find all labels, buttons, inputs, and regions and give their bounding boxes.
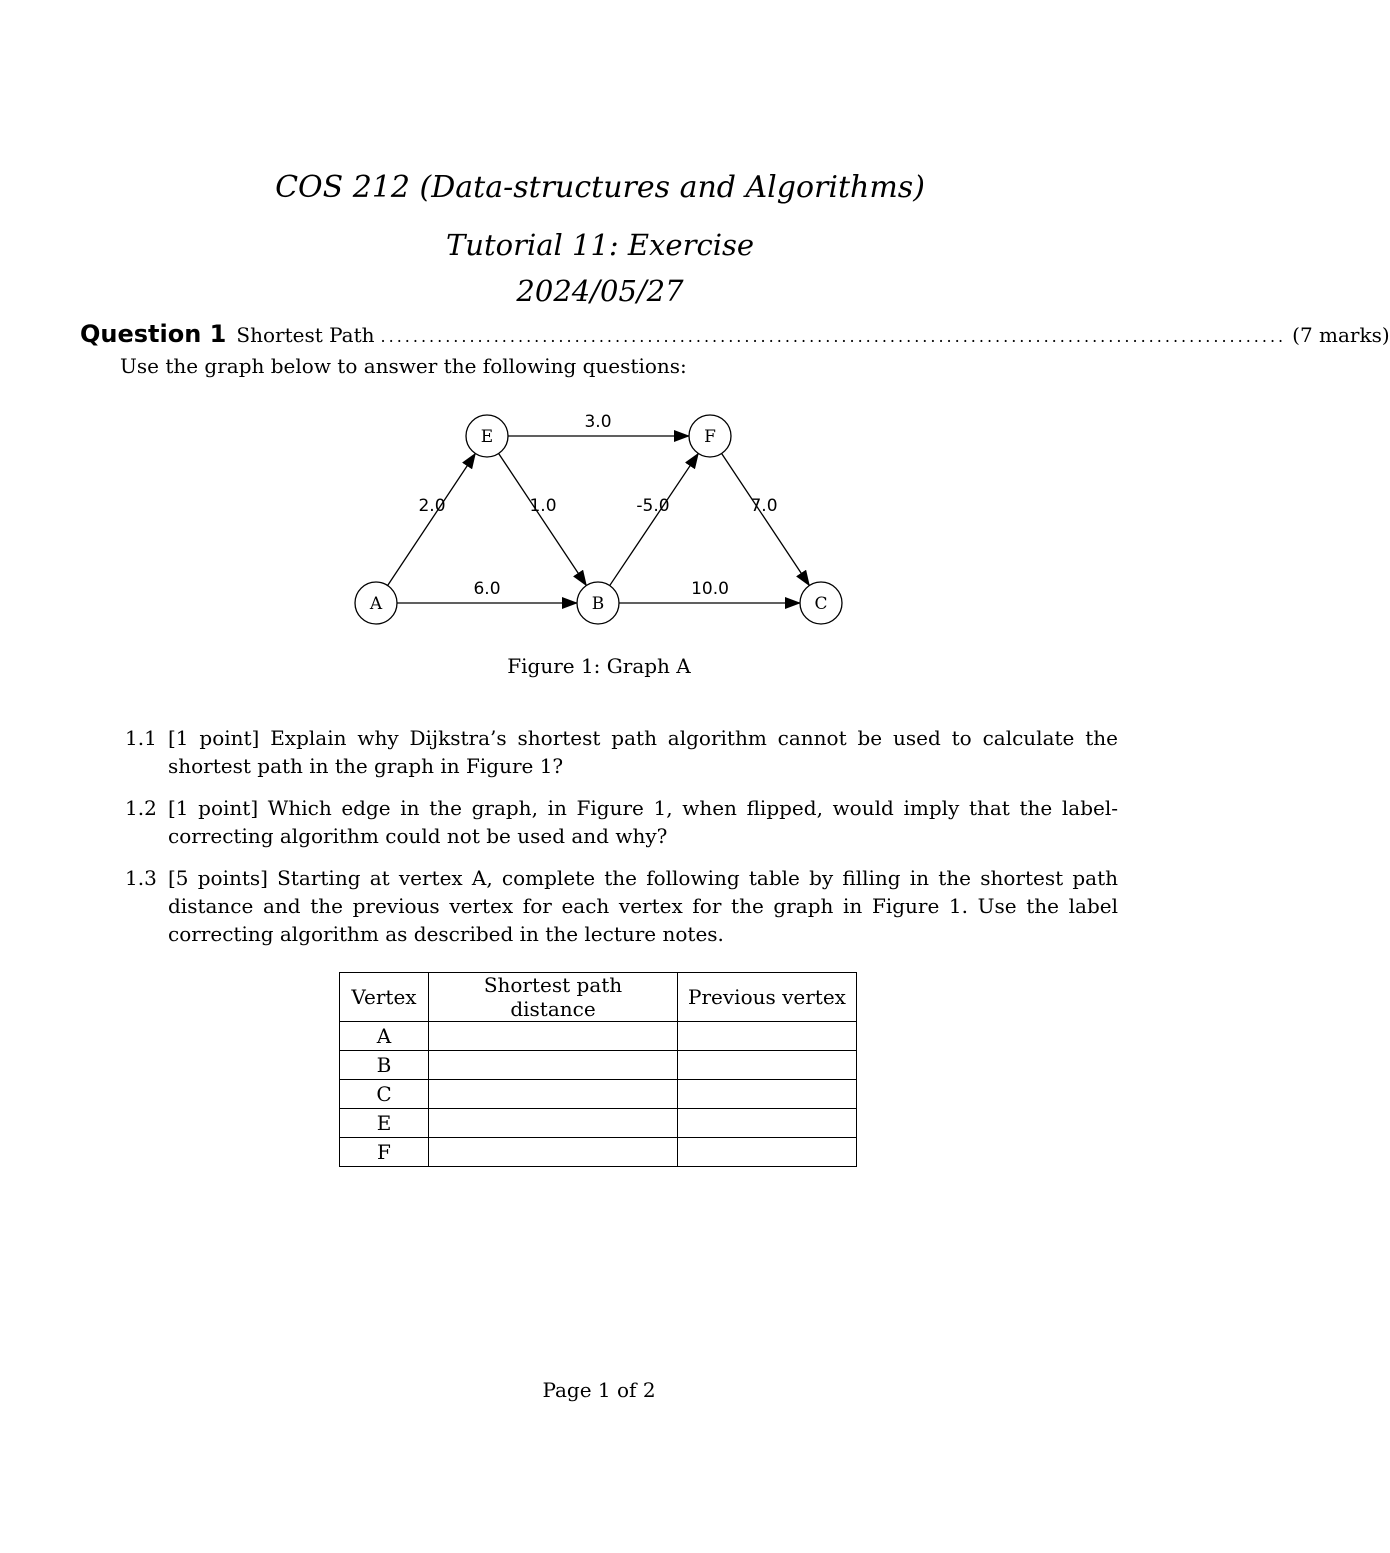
course-title: COS 212 (Data-structures and Algorithms): [275, 170, 925, 205]
previous-vertex-cell[interactable]: [678, 1051, 857, 1080]
column-header-distance: Shortest path distance: [429, 973, 678, 1022]
node-E: [466, 415, 508, 457]
table-row: [340, 1080, 857, 1109]
subquestion-number: 1.1: [125, 726, 157, 750]
subquestion-text: [1 point] Which edge in the graph, in Figure 1, when flipped, would imply that the label-correcting algorithm could not be used and why?: [168, 796, 1118, 848]
column-header-vertex: Vertex: [340, 973, 429, 1022]
tutorial-title: Tutorial 11: Exercise: [445, 228, 755, 262]
node-C: [800, 582, 842, 624]
subquestion-text: [5 points] Starting at vertex A, complete the following table by filling in the shortest path distance and the previous vertex for each vertex for the graph in Figure 1. Use the label correcting algorithm as described in the lecture notes.: [168, 866, 1118, 946]
distance-cell[interactable]: [429, 1051, 678, 1080]
node-label: F: [704, 427, 716, 447]
edge-weight-label: 1.0: [529, 496, 557, 516]
graph-figure: [340, 405, 860, 645]
subquestion-number: 1.2: [125, 796, 157, 820]
vertex-cell: A: [340, 1022, 429, 1051]
table-row: [340, 1109, 857, 1138]
column-header-previous: Previous vertex: [678, 973, 857, 1022]
subquestion-1-3: [120, 864, 1118, 948]
edge-F-C: [722, 453, 810, 585]
edge-A-E: [388, 453, 476, 585]
subquestion-number: 1.3: [125, 866, 157, 890]
previous-vertex-cell[interactable]: [678, 1138, 857, 1167]
node-label: B: [591, 594, 605, 614]
tutorial-date: 2024/05/27: [516, 274, 684, 308]
dot-leader: ................................................................................................................: [380, 327, 1287, 346]
node-A: [355, 582, 397, 624]
question-number: Question 1: [80, 320, 227, 348]
vertex-cell: F: [340, 1138, 429, 1167]
question-intro: Use the graph below to answer the following questions:: [120, 354, 687, 378]
figure-caption: Figure 1: Graph A: [507, 654, 691, 678]
vertex-cell: B: [340, 1051, 429, 1080]
table-row: [340, 1138, 857, 1167]
node-B: [577, 582, 619, 624]
subquestion-text: [1 point] Explain why Dijkstra’s shortest path algorithm cannot be used to calculate the shortest path in the graph in Figure 1?: [168, 726, 1118, 778]
subquestion-1-1: [120, 724, 1118, 780]
node-F: [689, 415, 731, 457]
previous-vertex-cell[interactable]: [678, 1022, 857, 1051]
edge-weight-label: 7.0: [750, 496, 778, 516]
edge-E-B: [499, 453, 587, 585]
distance-cell[interactable]: [429, 1109, 678, 1138]
distance-cell[interactable]: [429, 1138, 678, 1167]
subquestion-1-2: [120, 794, 1118, 850]
table-row: [340, 1051, 857, 1080]
previous-vertex-cell[interactable]: [678, 1080, 857, 1109]
edge-weight-label: 6.0: [473, 579, 501, 599]
edge-weight-label: -5.0: [636, 496, 670, 516]
node-label: A: [369, 594, 383, 614]
answer-table: [339, 972, 857, 1167]
edge-weight-label: 10.0: [691, 579, 729, 599]
vertex-cell: E: [340, 1109, 429, 1138]
distance-cell[interactable]: [429, 1022, 678, 1051]
edge-B-F: [610, 453, 699, 585]
table-header-row: [340, 973, 857, 1022]
vertex-cell: C: [340, 1080, 429, 1109]
edge-weight-label: 3.0: [584, 412, 612, 432]
page-number: Page 1 of 2: [542, 1378, 656, 1402]
question-marks: (7 marks): [1292, 323, 1390, 347]
edge-weight-label: 2.0: [418, 496, 446, 516]
node-label: C: [814, 594, 828, 614]
distance-cell[interactable]: [429, 1080, 678, 1109]
node-label: E: [480, 427, 494, 447]
table-row: [340, 1022, 857, 1051]
previous-vertex-cell[interactable]: [678, 1109, 857, 1138]
question-topic: Shortest Path: [236, 323, 375, 347]
question-heading-line: [80, 320, 1390, 348]
